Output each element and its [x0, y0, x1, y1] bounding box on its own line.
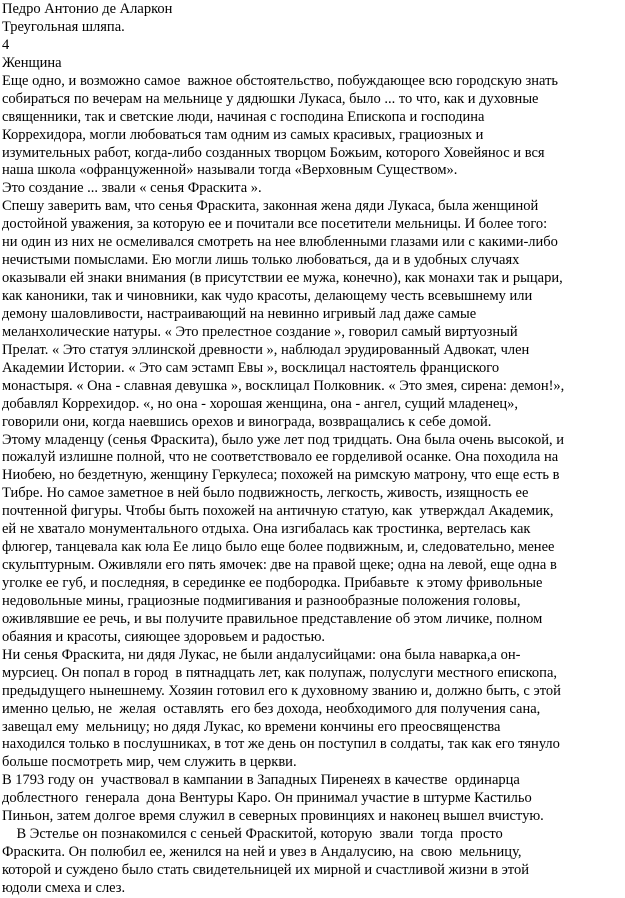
text-line: Коррехидора, могли любоваться там одним из самых красивых, грациозных и: [2, 126, 484, 143]
text-line: доблестного генерала дона Вентуры Каро. Он принимал участие в штурме Кастильо: [2, 790, 532, 807]
text-line: монастыря. « Она - славная девушка », восклицал Полковник. « Это змея, сирена: демон!»,: [2, 377, 565, 394]
text-line: Ни сенья Фраскита, ни дядя Лукас, не были андалусийцами: она была наварка,а он-: [2, 646, 521, 663]
text-line: как каноники, так и чиновники, как чудо красоты, делающему честь всевышнему или: [2, 288, 533, 304]
text-line: достойной уважения, за которую ее и почитали все посетители мельницы. И более того:: [2, 216, 548, 233]
text-line: оживлявшие ее речь, и вы получите правильное представление об этом личике, полном: [2, 610, 543, 627]
author-line: Педро Антонио де Аларкон: [2, 1, 173, 17]
text-line: мурсиец. Он попал в город в пятнадцать лет, как полупаж, полуслуги местного епископа,: [2, 664, 558, 681]
text-line: пожалуй излишне полной, что не соответствовало ее горделивой осанке. Она походила на: [2, 449, 559, 466]
text-line: В 1793 году он участвовал в кампании в Западных Пиренеях в качестве ординарца: [2, 772, 520, 789]
text-line: оказывали ей знаки внимания (в присутствии ее мужа, конечно), как монахи так и рыцари,: [2, 270, 563, 287]
text-line: почтенной фигуры. Чтобы быть похожей на античную статую, как утверждал Академик,: [2, 503, 554, 520]
text-line: Спешу заверить вам, что сенья Фраскита, законная жена дяди Лукаса, была женщиной: [2, 198, 539, 215]
text-line: добавлял Коррехидор. «, но она - хорошая женщина, она - ангел, сущий младенец»,: [2, 395, 519, 412]
text-line: Ниобею, но бездетную, женщину Геркулеса; похожей на римскую матрону, что еще есть в: [2, 467, 560, 484]
text-line: Еще одно, и возможно самое важное обстоятельство, побуждающее всю городскую знать: [2, 72, 559, 89]
text-line: завещал ему мельницу; но дядя Лукас, ко времени кончины его преосвященства: [2, 718, 501, 735]
text-line: Это создание ... звали « сенья Фраскита ».: [2, 180, 262, 197]
text-line: Тибре. Но самое заметное в ней было подвижность, легкость, живость, изящность ее: [2, 485, 529, 502]
text-line: Пиньон, затем долгое время служил в северных провинциях и наконец вышел вчистую.: [2, 808, 544, 825]
text-line: больше посмотреть мир, чем служить в церкви.: [2, 754, 297, 771]
text-line: Академии Истории. « Это сам эстамп Евы », восклицал настоятель франциского: [2, 359, 500, 376]
text-line: находился только в послушниках, в тот же день он поступил в солдаты, так как его тянуло: [2, 736, 560, 753]
text-line: демону шаловливости, настраивающий на невинно игривый лад даже самые: [2, 305, 477, 322]
text-line: которой и суждено было стать свидетельницей их мирной и счастливой жизни в этой: [2, 862, 529, 878]
chapter-number: 4: [2, 36, 10, 53]
text-line: священники, так и светские люди, начиная с господина Епископа и господина: [2, 108, 485, 125]
text-line: уголке ее губ, и последняя, в серединке ее подбородка. Прибавьте к этому фривольные: [2, 575, 543, 591]
text-line: недовольные мины, грациозные подмигивания и разнообразные положения головы,: [2, 592, 521, 609]
text-line: предыдущего нынешнему. Хозяин готовил его к духовному званию и, должно быть, с этой: [2, 682, 561, 699]
text-line: Этому младенцу (сенья Фраскита), было уже лет под тридцать. Она была очень высокой, и: [2, 431, 564, 448]
text-line: собираться по вечерам на мельнице у дядюшки Лукаса, было ... то что, как и духовные: [2, 90, 539, 107]
text-line: именно целью, не желая оставлять его без дохода, необходимого для получения сана,: [2, 700, 541, 717]
text-line: ни один из них не осмеливался смотреть на нее влюбленными глазами или с какими-либо: [2, 234, 558, 251]
text-line: нечистыми помыслами. Ею могли лишь только любоваться, да и в удобных случаях: [2, 252, 520, 269]
text-line: Фраскита. Он полюбил ее, женился на ней и увез в Андалусию, на свою мельницу,: [2, 844, 522, 861]
book-title-line: Треугольная шляпа.: [2, 18, 125, 35]
text-line: наша школа «офранцуженной» называли тогда «Верховным Существом».: [2, 162, 458, 179]
text-line: меланхолические натуры. « Это прелестное создание », говорил самый виртуозный: [2, 323, 518, 340]
chapter-title: Женщина: [2, 54, 62, 71]
text-line: говорили они, когда наевшись орехов и винограда, возвращались к себе домой.: [2, 413, 492, 430]
text-line: ей не хватало монументального отдыха. Она изгибалась как тростинка, вертелась как: [2, 521, 531, 538]
text-line: обаяния и красоты, сияющее здоровьем и радостью.: [2, 628, 326, 645]
text-line: флюгер, танцевала как юла Ее лицо было еще более подвижным, и, следовательно, менее: [2, 539, 555, 556]
text-line: скульптурным. Оживляли его пять ямочек: две на правой щеке; одна на левой, еще одна в: [2, 557, 557, 574]
text-line: Прелат. « Это статуя эллинской древности », наблюдал эрудированный Адвокат, член: [2, 341, 530, 358]
text-line: изумительных работ, когда-либо созданных творцом Божьим, которого Ховейянос и вся: [2, 144, 545, 161]
text-line: В Эстелье он познакомился с сеньей Фраскитой, которую звали тогда просто: [2, 826, 503, 843]
body-text: [2, 73, 625, 898]
text-line: юдоли смеха и слез.: [2, 879, 126, 896]
